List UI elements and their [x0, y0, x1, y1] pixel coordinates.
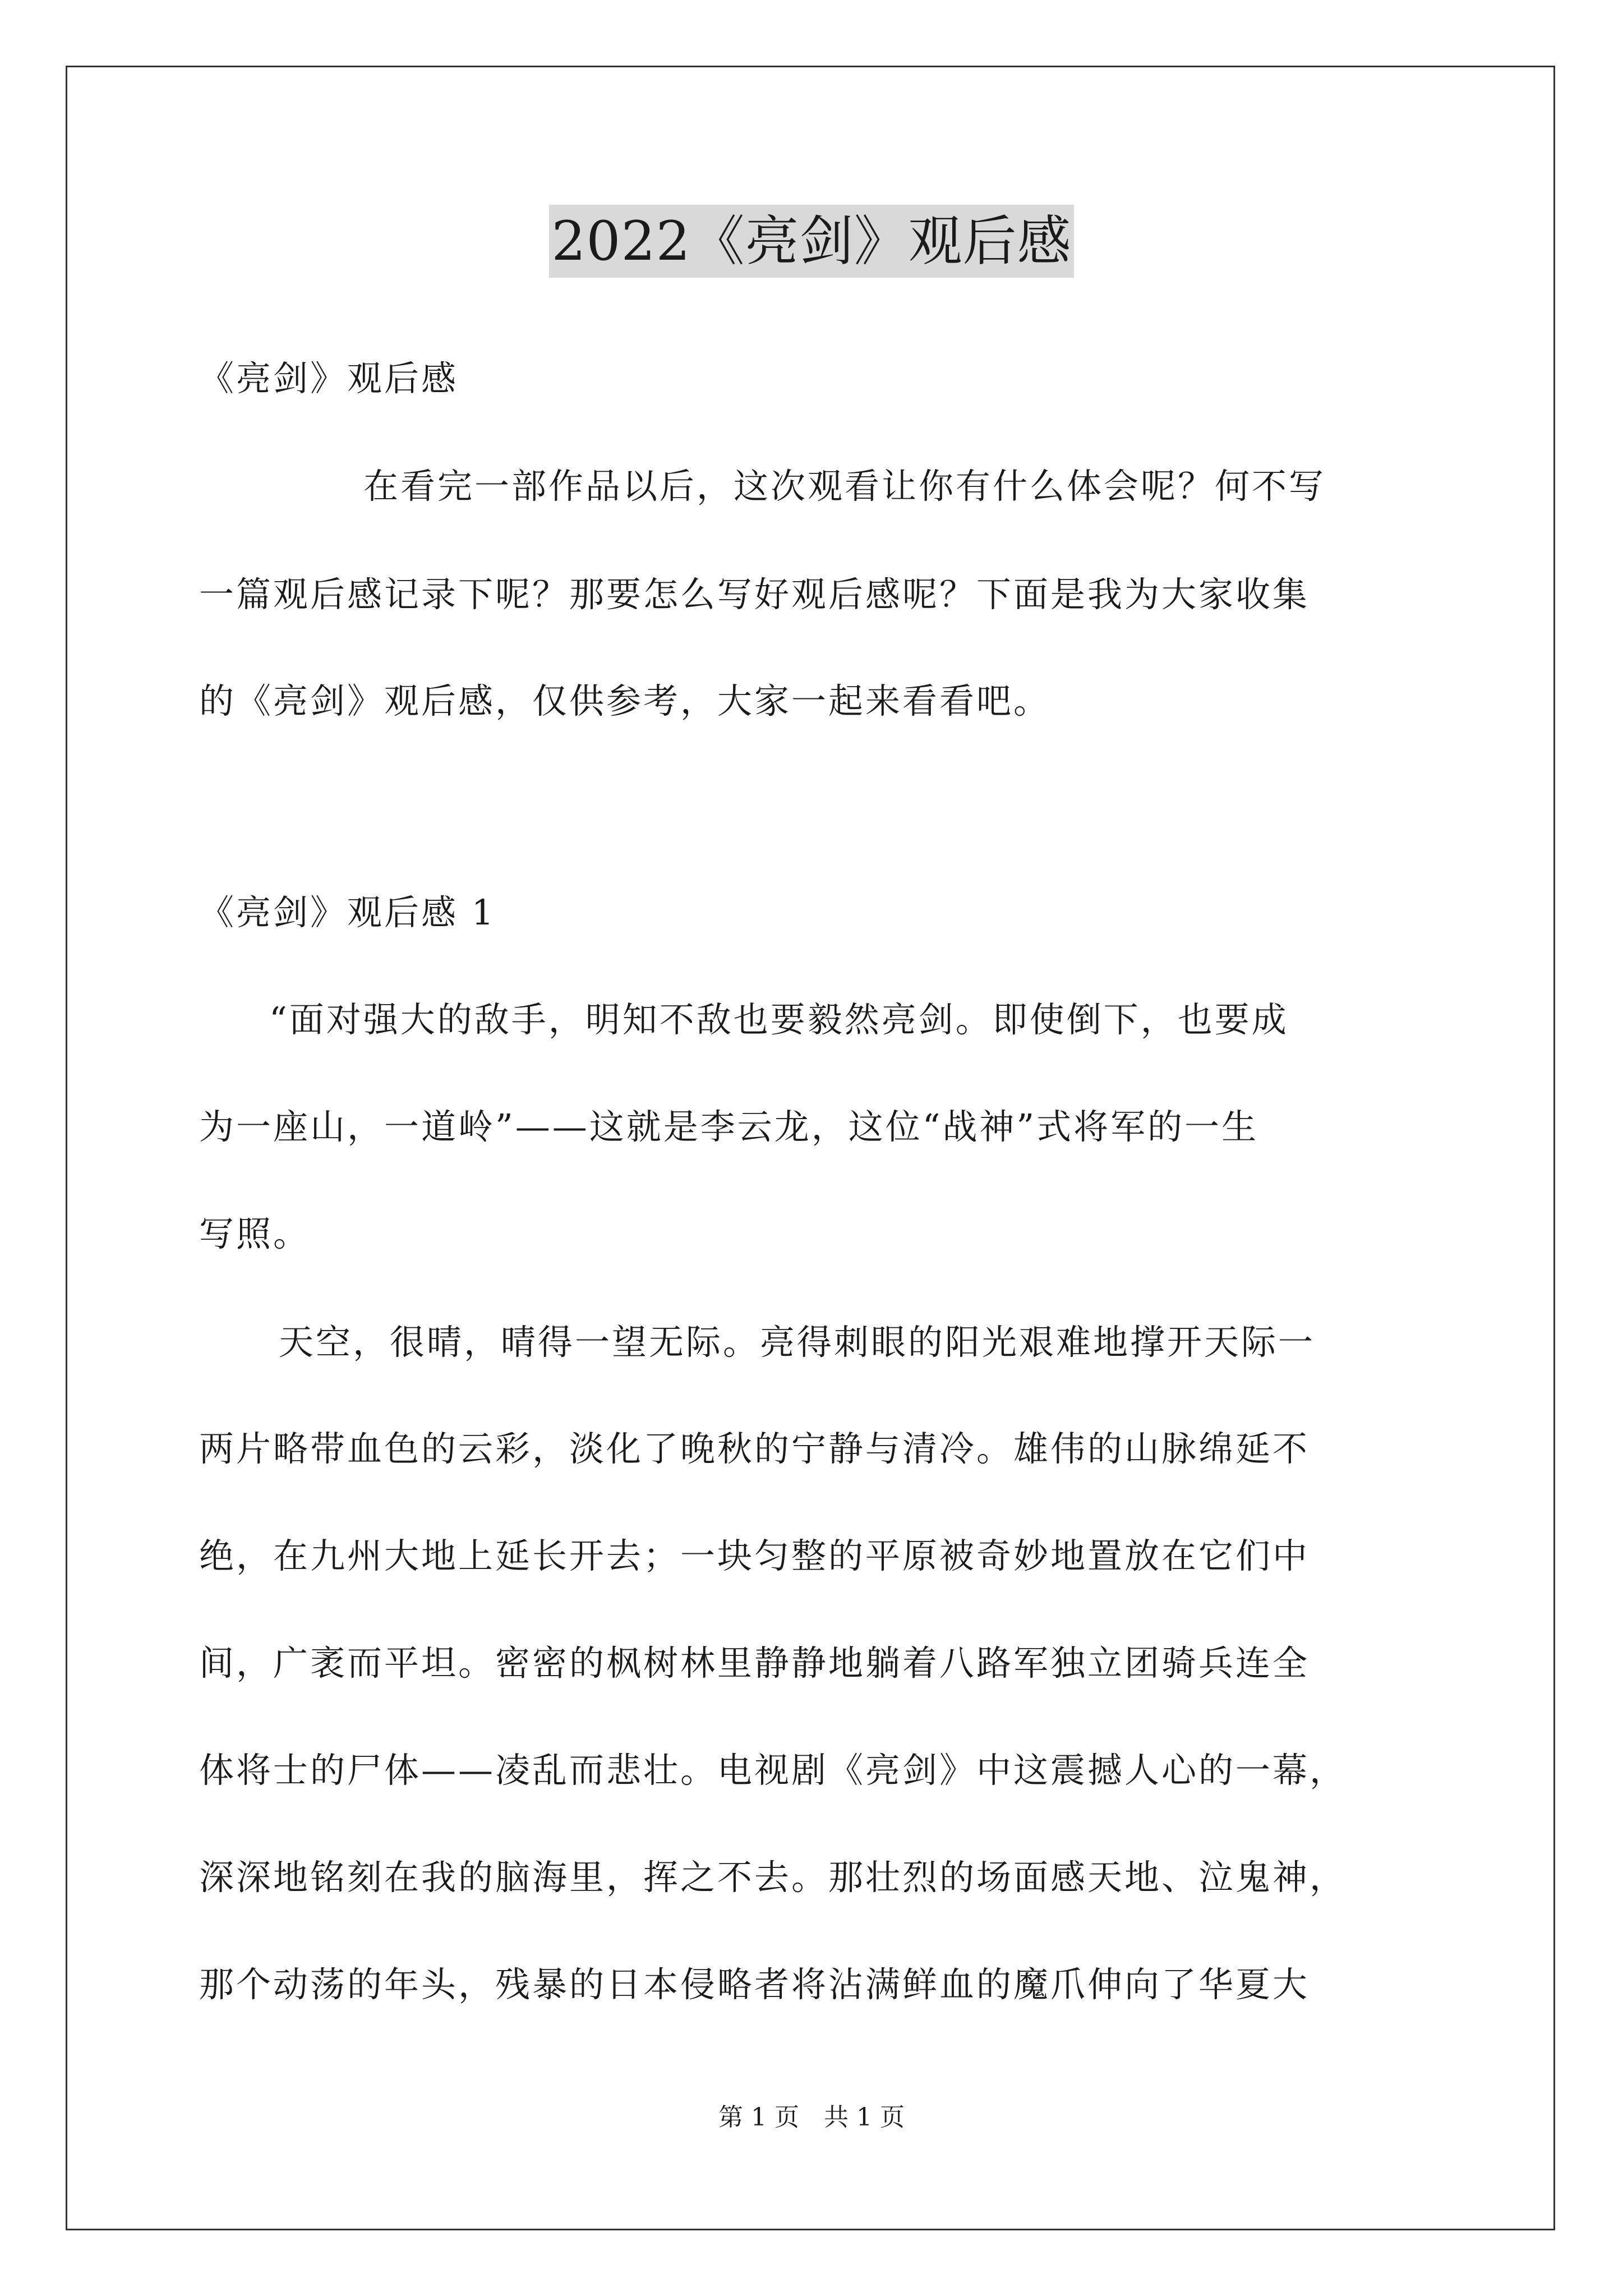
intro-line: 在看完一部作品以后，这次观看让你有什么体会呢？何不写 — [363, 466, 1326, 507]
paragraph-line: 为一座山，一道岭”——这就是李云龙，这位“战神”式将军的一生 — [199, 1106, 1259, 1147]
intro-line: 一篇观后感记录下呢？那要怎么写好观后感呢？下面是我为大家收集 — [199, 574, 1310, 615]
paragraph-line: 深深地铭刻在我的脑海里，挥之不去。那壮烈的场面感天地、泣鬼神， — [199, 1857, 1347, 1898]
document-title: 2022《亮剑》观后感 — [549, 205, 1073, 278]
paragraph-line: 体将士的尸体——凌乱而悲壮。电视剧《亮剑》中这震撼人心的一幕， — [199, 1750, 1347, 1791]
paragraph-line: “面对强大的敌手，明知不敌也要毅然亮剑。即使倒下，也要成 — [269, 999, 1289, 1040]
title-container — [0, 205, 1623, 278]
intro-line: 的《亮剑》观后感，仅供参考，大家一起来看看吧。 — [199, 680, 1051, 721]
paragraph-line: 写照。 — [199, 1213, 311, 1254]
paragraph-line: 那个动荡的年头，残暴的日本侵略者将沾满鲜血的魔爪伸向了华夏大 — [199, 1964, 1310, 2005]
paragraph-line: 间，广袤而平坦。密密的枫树林里静静地躺着八路军独立团骑兵连全 — [199, 1642, 1310, 1683]
page-footer: 第 1 页 共 1 页 — [718, 2103, 905, 2132]
section-heading: 《亮剑》观后感 — [199, 358, 459, 399]
paragraph-line: 天空，很晴，晴得一望无际。亮得刺眼的阳光艰难地撑开天际一 — [279, 1322, 1316, 1363]
paragraph-line: 两片略带血色的云彩，淡化了晚秋的宁静与清冷。雄伟的山脉绵延不 — [199, 1428, 1310, 1469]
section-heading: 《亮剑》观后感 1 — [199, 892, 496, 933]
paragraph-line: 绝，在九州大地上延长开去；一块匀整的平原被奇妙地置放在它们中 — [199, 1535, 1310, 1576]
